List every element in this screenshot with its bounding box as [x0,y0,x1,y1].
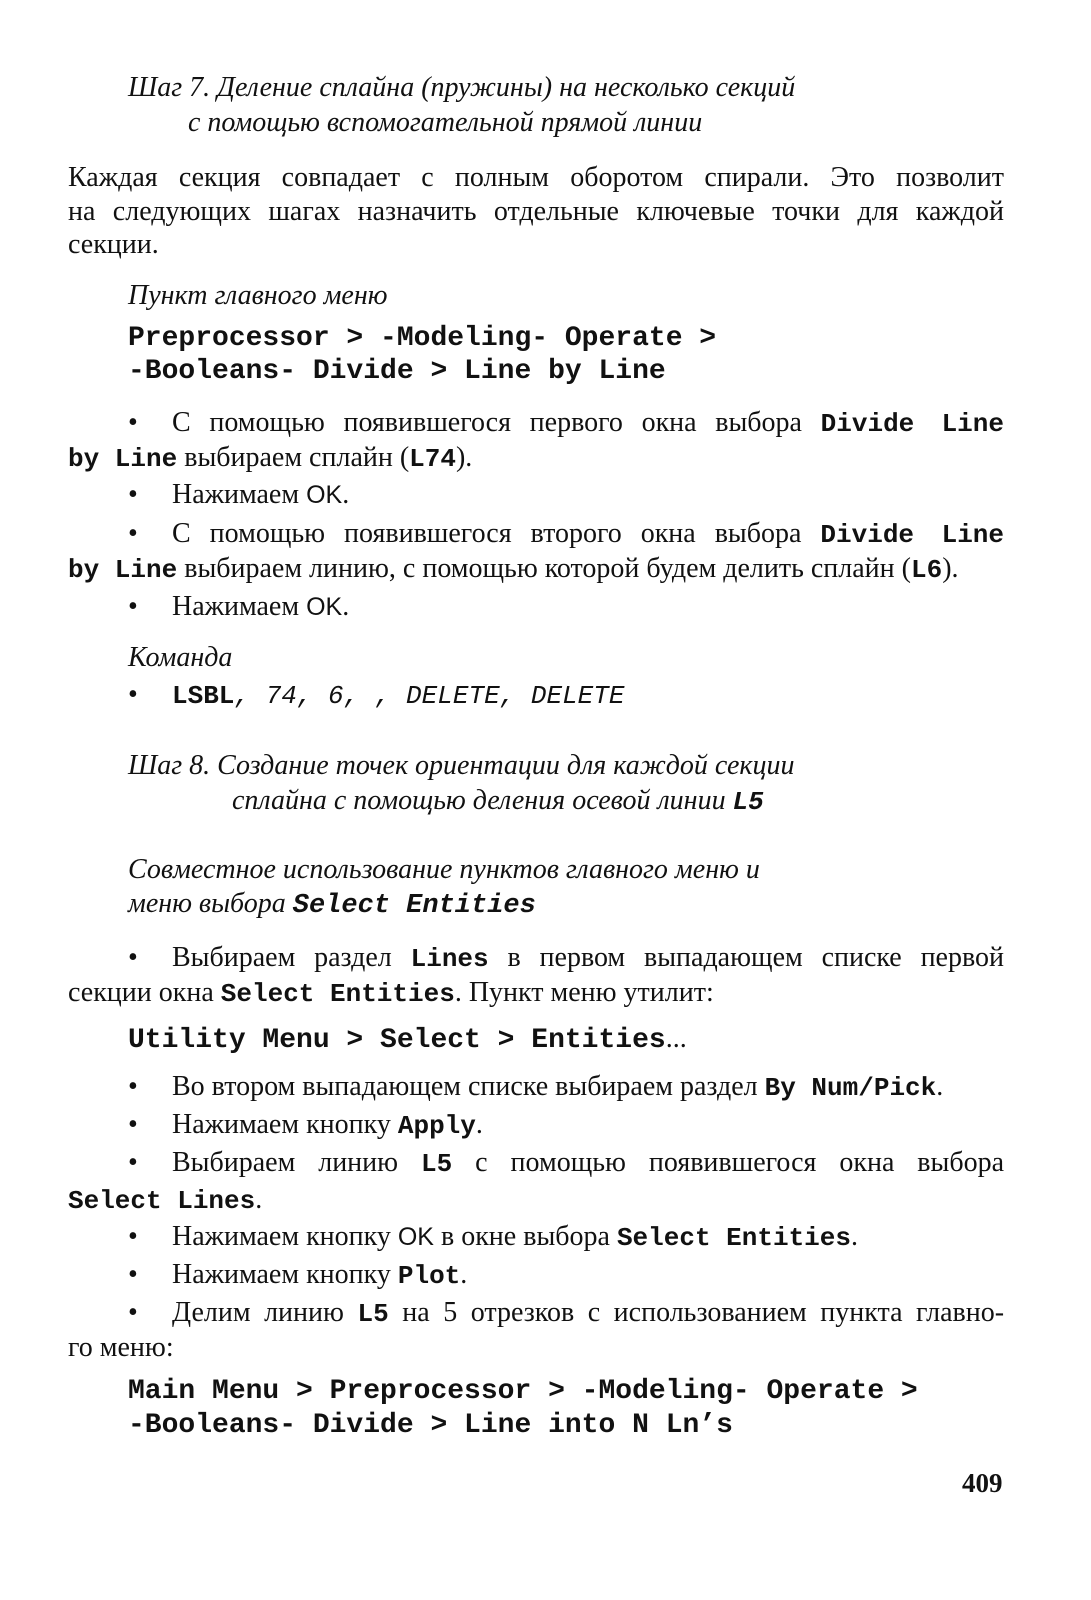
bullet-a3-line2: by Line выбираем линию, с помощью которой будем делить сплайн (L6). [68,553,959,585]
page-number: 409 [962,1468,1003,1498]
bullet-b1-line2: секции окна Select Entities. Пункт меню утилит: [68,977,714,1009]
intro-line2: на следующих шагах назначить отдельные ключевые точки для каждой [68,196,1004,227]
bullet-b6: • Нажимаем кнопку Plot. [128,1259,468,1291]
bullet-b7-line1: • Делим линию L5 на 5 отрезков с использованием пункта главно- [128,1297,1005,1329]
intro-line1: Каждая секция совпадает с полным оборотом спирали. Это позволит [68,162,1004,193]
bullet-dot: • [128,1221,138,1252]
menu-path-line1: Preprocessor > -Modeling- Operate > [128,323,717,354]
step7-title-line1: Шаг 7. Деление сплайна (пружины) на несколько секций [128,72,796,103]
bullet-a4: • Нажимаем OK. [128,591,350,622]
bullet-b4-line2: Select Lines. [68,1184,263,1216]
step8-title-line2: сплайна с помощью деления осевой линии L5 [232,785,764,817]
bullet-dot: • [128,679,138,710]
command-heading: Команда [128,642,233,673]
combined-line2: меню выбора Select Entities [128,888,536,921]
utility-menu-path: Utility Menu > Select > Entities... [128,1023,687,1056]
bullet-dot: • [128,591,138,622]
bullet-a1-line1: • С помощью появившегося первого окна выбора Divide Line [128,407,1004,439]
bullet-b7-line2: го меню: [68,1332,174,1363]
bullet-dot: • [128,942,138,973]
bullet-b1-line1: • Выбираем раздел Lines в первом выпадающем списке первой [128,942,1005,974]
bullet-dot: • [128,1297,138,1328]
bullet-b2: • Во втором выпадающем списке выбираем раздел By Num/Pick. [128,1071,944,1103]
bullet-dot: • [128,1147,138,1178]
main-menu-path-line2: -Booleans- Divide > Line into N Ln’s [128,1410,733,1441]
bullet-b4-line1: • Выбираем линию L5 с помощью появившегося окна выбора [128,1147,1005,1179]
bullet-dot: • [128,1109,138,1140]
bullet-b5: • Нажимаем кнопку OK в окне выбора Select Entities. [128,1221,858,1253]
combined-line1: Совместное использование пунктов главного меню и [128,854,760,885]
bullet-a3-line1: • С помощью появившегося второго окна выбора Divide Line [128,518,1005,550]
bullet-dot: • [128,518,138,549]
bullet-b3: • Нажимаем кнопку Apply. [128,1109,483,1141]
bullet-dot: • [128,479,138,510]
bullet-a1-line2: by Line выбираем сплайн (L74). [68,442,473,474]
bullet-dot: • [128,1071,138,1102]
bullet-a2: • Нажимаем OK. [128,479,350,510]
menu-heading: Пункт главного меню [128,280,388,311]
menu-path-line2: -Booleans- Divide > Line by Line [128,356,666,387]
main-menu-path-line1: Main Menu > Preprocessor > -Modeling- Operate > [128,1376,918,1407]
bullet-dot: • [128,1259,138,1290]
step8-title-line1: Шаг 8. Создание точек ориентации для каждой секции [128,750,795,781]
step7-title-line2: с помощью вспомогательной прямой линии [188,107,703,138]
bullet-dot: • [128,407,138,438]
command-line: • LSBL, 74, 6, , DELETE, DELETE [128,679,625,711]
intro-line3: секции. [68,229,159,260]
